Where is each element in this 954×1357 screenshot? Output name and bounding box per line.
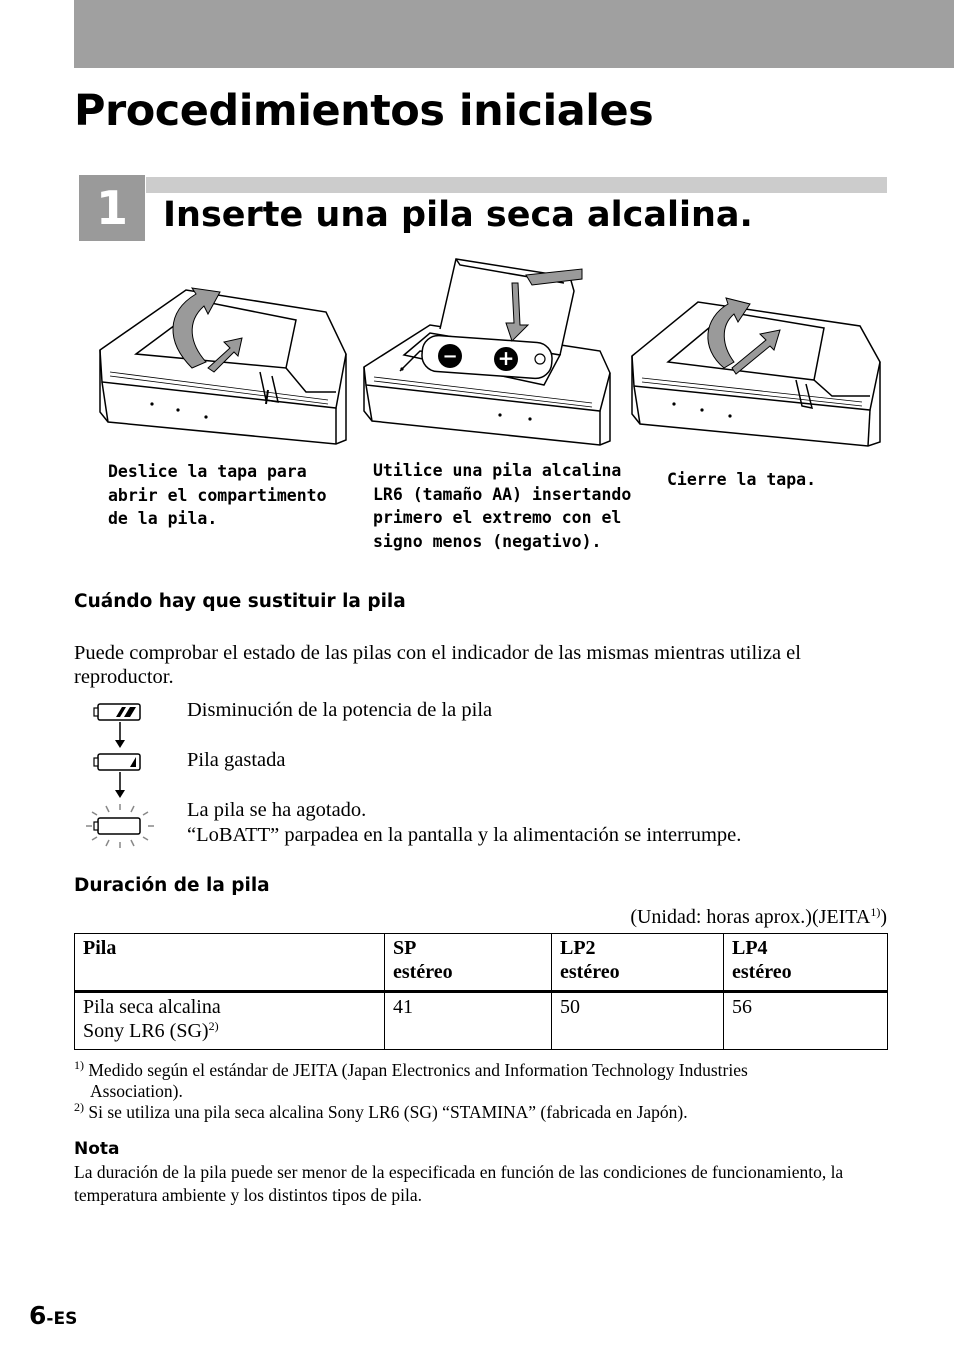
replace-intro: Puede comprobar el estado de las pilas con el indicador de las mismas mientras utiliza el reproductor.: [74, 642, 801, 688]
caption-close-lid: Cierre la tapa.: [667, 470, 817, 489]
value-sp: 41: [385, 992, 552, 1050]
table-header-row: [75, 934, 888, 992]
header-pila: Pila: [75, 934, 385, 992]
row-label: Pila seca alcalina Sony LR6 (SG)$^{2)}$: [75, 992, 385, 1050]
replace-heading: Cuándo hay que sustituir la pila: [74, 591, 406, 612]
battery-duration-table: [74, 933, 888, 1050]
page-number: 6-ES: [29, 1301, 78, 1330]
state-empty-text: Pila gastada: [187, 749, 286, 771]
battery-plus-sign: +: [497, 346, 515, 370]
caption-open-lid: Deslice la tapa para abrir el compartimento de la pila.: [108, 462, 327, 528]
step-title: Inserte una pila seca alcalina.: [163, 195, 753, 235]
caption-insert-battery: Utilice una pila alcalina LR6 (tamaño AA) insertando primero el extremo con el signo menos (negativo).: [373, 461, 632, 551]
battery-empty-icon: [94, 754, 140, 770]
state-depleted-text: La pila se ha agotado.: [187, 799, 367, 821]
note-text: La duración de la pila puede ser menor de la especificada en función de las condiciones de funcionamiento, la temperatura ambiente y los distintos tipos de pila.: [74, 1162, 844, 1205]
footnote-1: $^{1)}$ Medido según el estándar de JEITA (Japan Electronics and Information Technology Industries Association).: [74, 1058, 748, 1101]
value-lp2: 50: [552, 992, 724, 1050]
battery-insert-illustration: [360, 255, 616, 455]
state-depleted-detail: “LoBATT” parpadea en la pantalla y la alimentación se interrumpe.: [187, 824, 742, 846]
page-title: Procedimientos iniciales: [74, 86, 654, 136]
header-lp2: LP2 estéreo: [552, 934, 724, 992]
step-bar: [146, 177, 887, 193]
battery-indicator-sequence: [84, 696, 160, 856]
value-lp4: 56: [724, 992, 888, 1050]
header-sp: SP estéreo: [385, 934, 552, 992]
close-lid-illustration: [628, 296, 884, 456]
footnote-2: $^{2)}$ Si se utiliza una pila seca alcalina Sony LR6 (SG) “STAMINA” (fabricada en Japón).: [74, 1100, 688, 1122]
note-heading: Nota: [74, 1139, 120, 1159]
header-lp4: LP4 estéreo: [724, 934, 888, 992]
duration-heading: Duración de la pila: [74, 875, 270, 896]
header-band: [74, 0, 954, 68]
battery-flashing-icon: [86, 804, 154, 848]
step-number: 1: [79, 175, 145, 241]
battery-minus-sign: −: [442, 346, 458, 367]
battery-low-icon: [94, 704, 140, 720]
open-lid-illustration: [96, 272, 352, 452]
unit-note: (Unidad: horas aprox.)(JEITA$^{1)}$): [630, 905, 887, 928]
table-row: [75, 992, 888, 1050]
state-low-text: Disminución de la potencia de la pila: [187, 699, 493, 721]
